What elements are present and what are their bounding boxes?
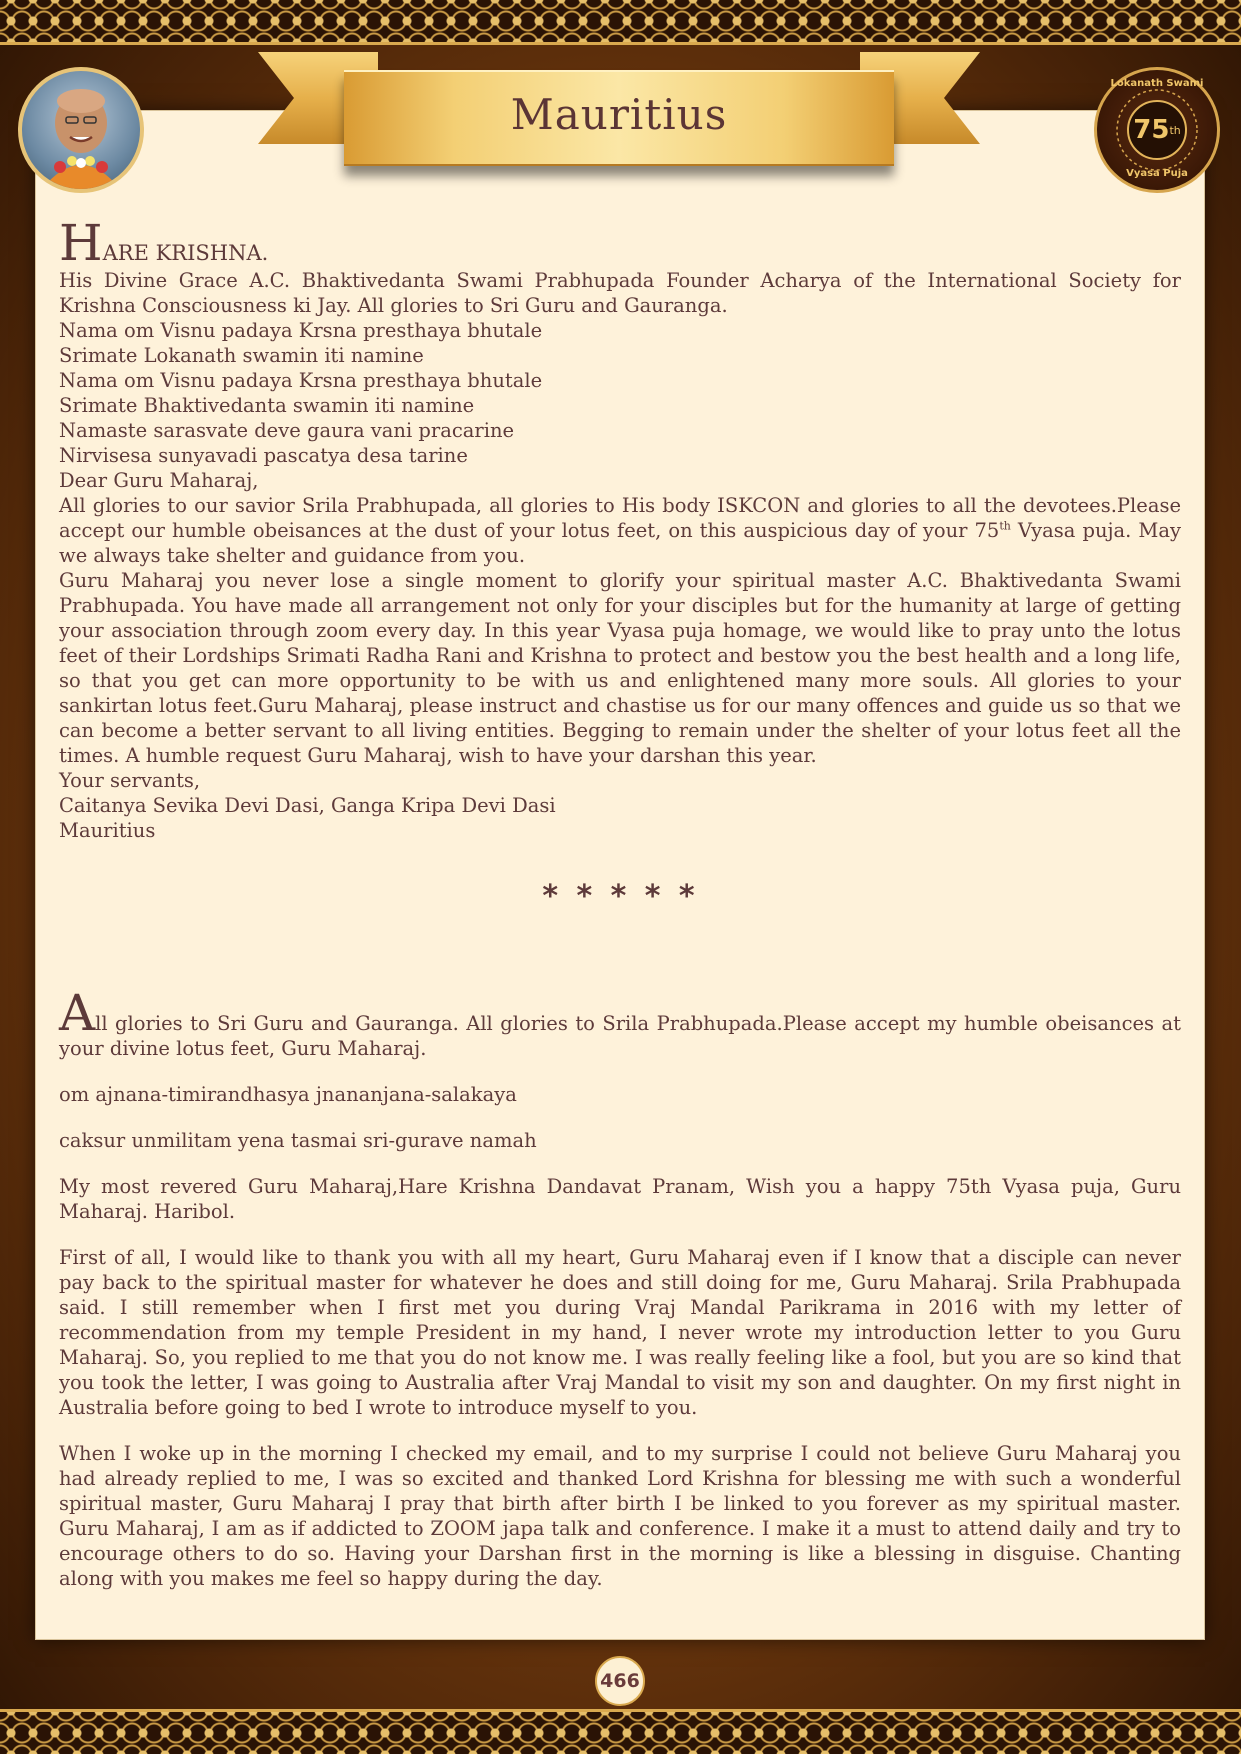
badge-number: 75	[1133, 115, 1170, 145]
prayer-line: Nama om Visnu padaya Krsna presthaya bhutale	[59, 319, 543, 342]
vyasa-puja-75-badge	[1094, 67, 1220, 193]
opening-paragraph	[59, 984, 1181, 1061]
drop-cap: A	[59, 984, 96, 1042]
bottom-decorative-border	[0, 1709, 1241, 1754]
intro-paragraph: His Divine Grace A.C. Bhaktivedanta Swami Prabhupada Founder Acharya of the International Society for Krishna Consciousness ki Jay. All glories to Sri Guru and Gauranga.	[59, 269, 1181, 317]
prayer-line: Srimate Bhaktivedanta swamin iti namine	[59, 394, 475, 417]
closing: Your servants,	[59, 769, 201, 792]
badge-suffix: th	[1169, 123, 1181, 137]
section-separator: * * * * *	[542, 879, 699, 914]
badge-text-top: Lokanath Swami	[1110, 78, 1204, 89]
badge-text-bottom: Vyasa Puja	[1126, 168, 1188, 179]
greeting	[59, 214, 1181, 272]
body-paragraph: My most revered Guru Maharaj,Hare Krishna Dandavat Pranam, Wish you a happy 75th Vyasa puja, Guru Maharaj. Haribol.	[59, 1175, 1181, 1223]
body-paragraph: Guru Maharaj you never lose a single moment to glorify your spiritual master A.C. Bhaktivedanta Swami Prabhupada. You have made all arrangement not only for your disciples but for the humanity at large of getting your association through zoom every day. In this year Vyasa puja homage, we would like to pray unto the lotus feet of their Lordships Srimati Radha Rani and Krishna to protect and bestow you the best health and a long life, so that you get can more opportunity to be with us and enlightened many more souls. All glories to your sankirtan lotus feet.Guru Maharaj, please instruct and chastise us for our many offences and guide us so that we can become a better servant to all living entities. Begging to remain under the shelter of your lotus feet all the times. A humble request Guru Maharaj, wish to have your darshan this year.	[59, 569, 1181, 767]
greeting-text: ARE KRISHNA.	[102, 241, 269, 265]
body-text: Vyasa puja. May we always take shelter and guidance from you.	[59, 519, 1182, 567]
guru-portrait-photo	[18, 67, 144, 193]
body-text: All glories to our savior Srila Prabhupada, all glories to His body ISKCON and glories to all the devotees.Please accept our humble obeisances at the dust of your lotus feet, on this auspicious day of your 75	[59, 494, 1181, 542]
badge-center	[1127, 100, 1187, 160]
page-title: Mauritius	[510, 89, 728, 139]
prayer-line: Srimate Lokanath swamin iti namine	[59, 344, 424, 367]
portrait-illustration	[22, 71, 140, 189]
prayer-line: Nama om Visnu padaya Krsna presthaya bhutale	[59, 369, 543, 392]
page-number: 466	[595, 1656, 645, 1706]
offering-1	[59, 214, 1182, 843]
mantra-line: caksur unmilitam yena tasmai sri-gurave namah	[59, 1129, 537, 1152]
signature: Caitanya Sevika Devi Dasi, Ganga Kripa Devi Dasi	[59, 794, 556, 817]
place: Mauritius	[59, 819, 156, 842]
prayer-line: Nirvisesa sunyavadi pascatya desa tarine	[59, 444, 468, 467]
mantra-line: om ajnana-timirandhasya jnananjana-salakaya	[59, 1083, 517, 1106]
body-paragraph: First of all, I would like to thank you with all my heart, Guru Maharaj even if I know that a disciple can never pay back to the spiritual master for whatever he does and still doing for me, Guru Maharaj. Srila Prabhupada said. I still remember when I first met you during Vraj Mandal Parikrama in 2016 with my letter of recommendation from my temple President in my hand, I never wrote my introduction letter to you Guru Maharaj. So, you replied to me that you do not know me. I was really feeling like a fool, but you are so kind that you took the letter, I was going to Australia after Vraj Mandal to visit my son and daughter. On my first night in Australia before going to bed I wrote to introduce myself to you.	[59, 1246, 1181, 1419]
title-ribbon	[344, 70, 894, 166]
opening-text: ll glories to Sri Guru and Gauranga. All glories to Srila Prabhupada.Please accept my humble obeisances at your divine lotus feet, Guru Maharaj.	[59, 1012, 1181, 1060]
greeting-drop-cap: H	[59, 214, 103, 272]
ordinal-suffix: th	[999, 519, 1011, 533]
body-paragraph	[59, 493, 1181, 568]
prayer-line: Namaste sarasvate deve gaura vani pracarine	[59, 419, 515, 442]
offering-2	[59, 984, 1181, 1612]
body-paragraph: When I woke up in the morning I checked my email, and to my surprise I could not believe Guru Maharaj you had already replied to me, I was so excited and thanked Lord Krishna for blessing me with such a wonderful spiritual master, Guru Maharaj I pray that birth after birth I be linked to you forever as my spiritual master. Guru Maharaj, I am as if addicted to ZOOM japa talk and conference. I make it a must to attend daily and try to encourage others to do so. Having your Darshan first in the morning is like a blessing in disguise. Chanting along with you makes me feel so happy during the day.	[59, 1442, 1181, 1590]
salutation: Dear Guru Maharaj,	[59, 469, 259, 492]
top-decorative-border	[0, 0, 1241, 45]
